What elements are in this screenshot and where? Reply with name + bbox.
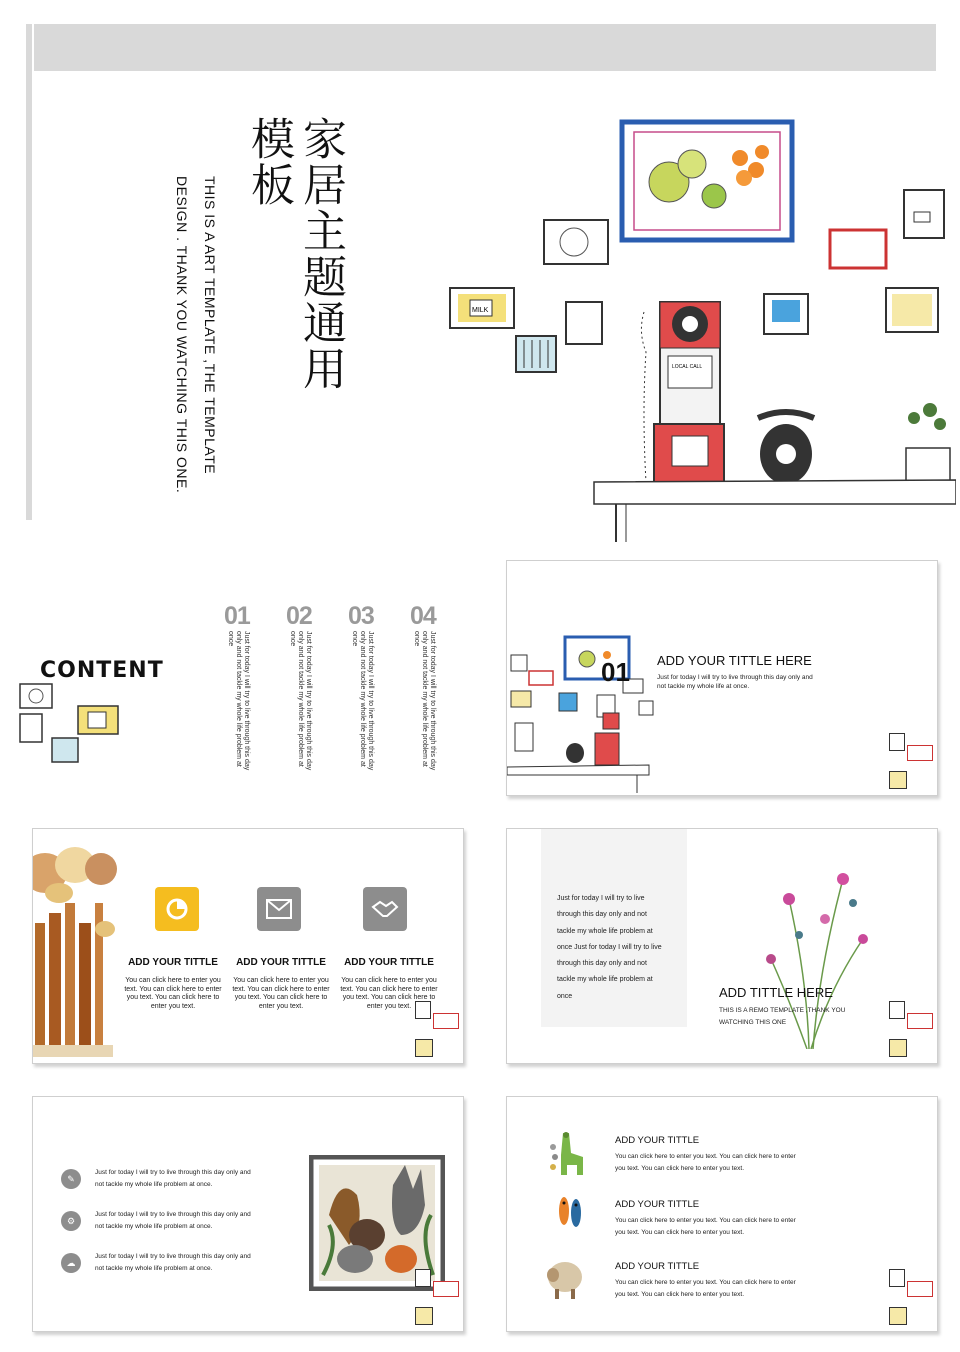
list-item-line-2: not tackle my whole life problem at once.: [95, 1223, 213, 1230]
col-title: ADD YOUR TITTLE: [128, 957, 218, 968]
content-item-number: 01: [224, 602, 250, 630]
col-title: ADD YOUR TITTLE: [236, 957, 326, 968]
cover-title-cn-2: 模板: [243, 116, 294, 208]
content-item-number: 03: [348, 602, 374, 630]
content-item-3[interactable]: [348, 602, 388, 771]
flower-sub-1: THIS IS A REMO TEMPLATE ,THANK YOU: [719, 1007, 846, 1014]
content-item-number: 02: [286, 602, 312, 630]
list-item-line-1: Just for today I will try to live through this day only and: [95, 1211, 251, 1218]
animal-stamps: [887, 1269, 935, 1329]
content-item-text: Just for today I will try to live through this day only and not tackle my whole life problem at once: [289, 631, 312, 771]
content-item-number: 04: [410, 602, 436, 630]
content-item-text: Just for today I will try to live through this day only and not tackle my whole life problem at once: [351, 631, 374, 771]
sheep-icon: [545, 1257, 585, 1301]
list-item-line-1: Just for today I will try to live through this day only and: [95, 1253, 251, 1260]
animal-item-3[interactable]: [543, 1253, 863, 1303]
animal-item-line-1: You can click here to enter you text. You can click here to enter: [615, 1153, 796, 1160]
cover-title-cn: 家居主题通用: [295, 116, 346, 392]
list-item-line-2: not tackle my whole life problem at once.: [95, 1265, 213, 1272]
col-text: You can click here to enter you text. You can click here to enter you text. You can click here to enter you text.: [232, 977, 330, 1010]
list-slide[interactable]: [32, 1096, 464, 1332]
cover-left-bar: [26, 24, 32, 520]
col-title: ADD YOUR TITTLE: [344, 957, 434, 968]
animal-item-title: ADD YOUR TITTLE: [615, 1135, 700, 1146]
cover-slide[interactable]: [26, 24, 960, 544]
cover-subtitle-2: DESIGN . THANK YOU WATCHING THIS ONE.: [174, 176, 190, 494]
flower-slide[interactable]: [506, 828, 938, 1064]
section-stamps: [887, 733, 935, 793]
list-item-line-1: Just for today I will try to live through this day only and: [95, 1169, 251, 1176]
content-item-2[interactable]: [286, 602, 326, 771]
section-number: 01: [601, 657, 630, 687]
animal-slide[interactable]: [506, 1096, 938, 1332]
fish-icon: [555, 1193, 585, 1233]
list-stamps: [413, 1269, 461, 1329]
flower-sub-2: WATCHING THIS ONE: [719, 1019, 787, 1026]
local-call-text: LOCAL CALL: [672, 364, 703, 370]
content-slide[interactable]: [12, 556, 482, 796]
section-illustration: [507, 633, 657, 795]
animal-item-line-2: you text. You can click here to enter you text.: [615, 1229, 744, 1236]
animal-item-line-2: you text. You can click here to enter you text.: [615, 1165, 744, 1172]
animal-item-2[interactable]: [543, 1191, 863, 1241]
animal-item-line-1: You can click here to enter you text. You can click here to enter: [615, 1217, 796, 1224]
flower-paragraph: Just for today I will try to live through this day only and not tackle my whole life problem at once Just for today I will try to live through this day only and not tackle my whole life problem at once: [557, 895, 662, 1000]
animal-item-line-2: you text. You can click here to enter you text.: [615, 1291, 744, 1298]
cover-illustration: [444, 112, 956, 542]
col-text: You can click here to enter you text. You can click here to enter you text. You can click here to enter you text.: [340, 977, 438, 1010]
giraffe-icon: [543, 1127, 593, 1177]
content-item-text: Just for today I will try to live through this day only and not tackle my whole life problem at once: [227, 631, 250, 771]
list-item-line-2: not tackle my whole life problem at once.: [95, 1181, 213, 1188]
animal-item-title: ADD YOUR TITTLE: [615, 1261, 700, 1272]
content-item-4[interactable]: [410, 602, 450, 771]
content-frames-illustration: [16, 676, 126, 766]
list-item-2[interactable]: [61, 1211, 301, 1235]
three-col-slide[interactable]: [32, 828, 464, 1064]
handshake-icon: [363, 887, 407, 931]
animal-item-title: ADD YOUR TITTLE: [615, 1199, 700, 1210]
cover-subtitle-1: THIS IS A ART TEMPLATE ,THE TEMPLATE: [202, 176, 218, 475]
section-slide[interactable]: [506, 560, 938, 796]
animal-item-1[interactable]: [543, 1127, 863, 1177]
animal-item-line-1: You can click here to enter you text. You can click here to enter: [615, 1279, 796, 1286]
cloud-icon: ☁: [61, 1253, 81, 1273]
mushroom-forest-illustration: [32, 843, 119, 1063]
flower-stamps: [887, 1001, 935, 1061]
chart-icon: [155, 887, 199, 931]
section-text: Just for today I will try to live through this day only and not tackle my whole life at once.: [657, 674, 813, 690]
flower-title: ADD TITTLE HERE: [719, 985, 833, 1000]
content-item-1[interactable]: [224, 602, 264, 771]
content-heading: CONTENT: [40, 658, 164, 683]
cover-top-bar: [34, 24, 936, 71]
content-item-text: Just for today I will try to live through this day only and not tackle my whole life problem at once: [413, 631, 436, 771]
mail-icon: [257, 887, 301, 931]
list-item-1[interactable]: [61, 1169, 301, 1193]
col-text: You can click here to enter you text. You can click here to enter you text. You can click here to enter you text.: [124, 977, 222, 1010]
gear-icon: ⚙: [61, 1211, 81, 1231]
milk-text: MILK: [472, 307, 489, 314]
three-col-stamps: [413, 1001, 461, 1061]
list-item-3[interactable]: [61, 1253, 301, 1277]
section-title: ADD YOUR TITTLE HERE: [657, 653, 812, 668]
note-icon: ✎: [61, 1169, 81, 1189]
